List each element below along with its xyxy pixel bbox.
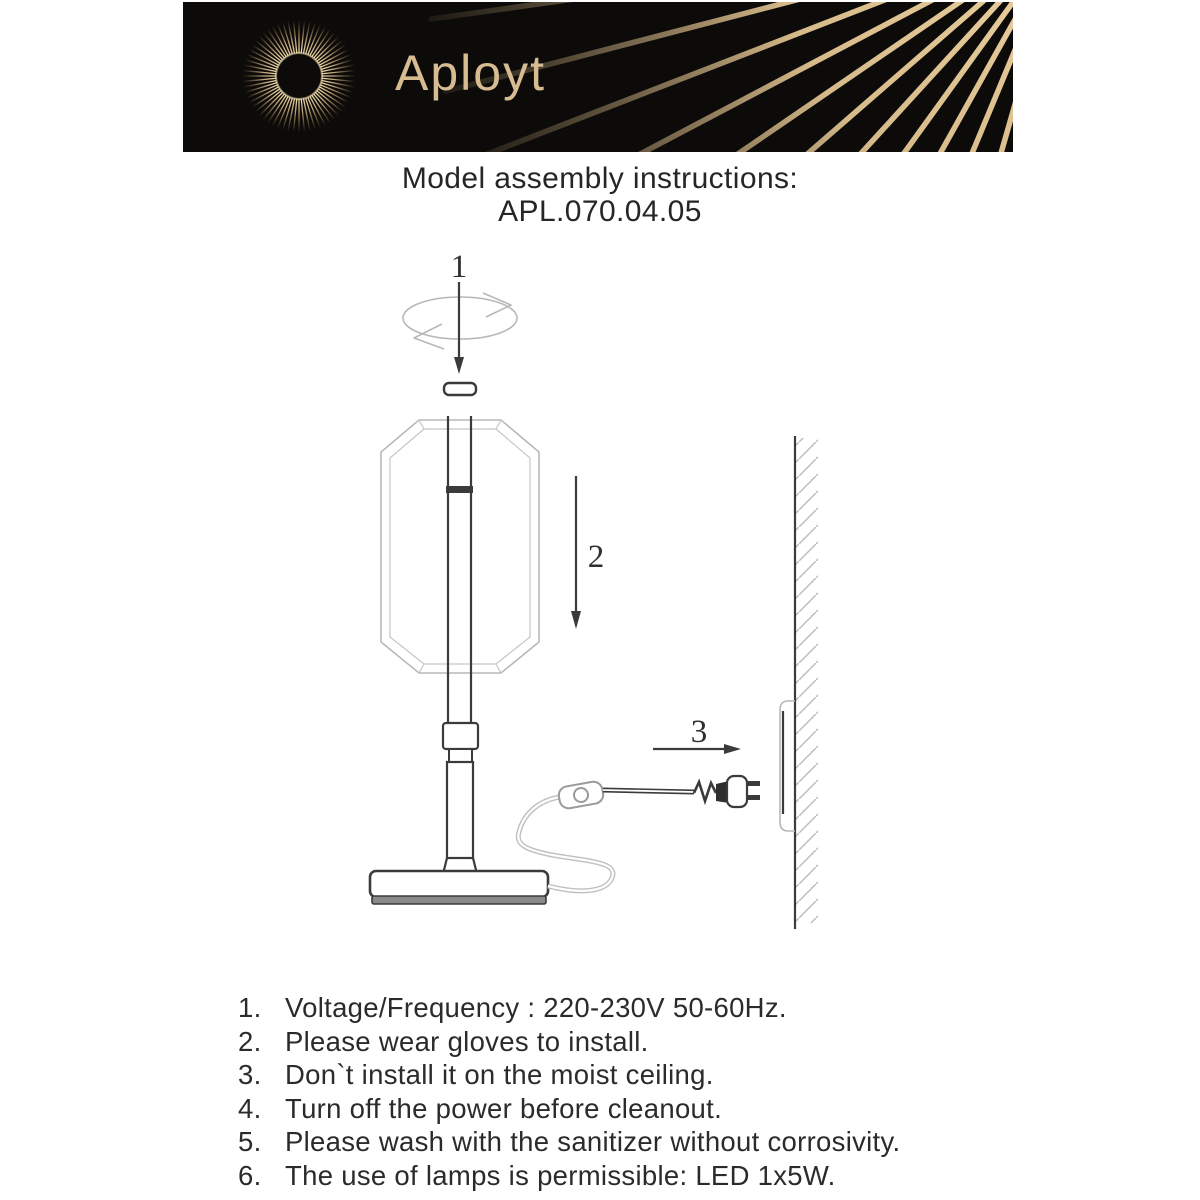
instruction-item [238, 1092, 900, 1126]
item-number: 6. [238, 1159, 262, 1191]
pole-flare [444, 858, 476, 870]
plug-prong-top [747, 781, 760, 786]
pole-neck [449, 749, 472, 762]
instruction-item [238, 1125, 900, 1159]
step-2-arrowhead [571, 611, 581, 629]
inline-switch [557, 780, 604, 809]
base-foot [372, 896, 546, 904]
lamp-base [370, 871, 548, 904]
item-number: 5. [238, 1126, 262, 1157]
lamp-pole [443, 416, 478, 870]
step-1-group [403, 249, 517, 395]
wall-hatching [796, 438, 818, 923]
rotation-arrowhead-left [414, 324, 444, 349]
item-number: 2. [238, 1025, 262, 1057]
wall [780, 436, 818, 929]
shade-edge [496, 664, 501, 673]
instruction-item [238, 1058, 900, 1092]
page-title: Model assembly instructions: [401, 162, 799, 195]
step-1-label: 1 [450, 249, 468, 285]
lampshade-outer [381, 420, 539, 673]
instruction-item [238, 1025, 900, 1059]
shade-edge [419, 664, 424, 673]
pole-joint [446, 486, 473, 493]
step-1-arrowhead [454, 357, 464, 374]
instruction-item [238, 991, 900, 1025]
item-text: Turn off the power before cleanout. [285, 1092, 723, 1124]
pole-collar [443, 723, 478, 749]
step-3-label: 3 [690, 714, 708, 750]
power-plug [716, 776, 760, 807]
shade-edge [419, 420, 424, 429]
pole-lower [447, 762, 473, 858]
plug-body [727, 776, 747, 807]
item-number: 1. [238, 992, 262, 1023]
step-2-group [571, 476, 604, 629]
step-2-label: 2 [587, 539, 605, 575]
item-text: Please wash with the sanitizer without corrosivity. [285, 1126, 901, 1157]
item-text: Please wear gloves to install. [285, 1025, 649, 1057]
plug-prong-bottom [747, 795, 760, 800]
base-body [370, 871, 548, 897]
step-3-group [653, 714, 741, 754]
model-number: APL.070.04.05 [498, 195, 702, 228]
brand-name: Aployt [395, 45, 546, 101]
item-text: Voltage/Frequency : 220-230V 50-60Hz. [285, 992, 787, 1023]
finial-cap [444, 383, 476, 395]
item-number: 3. [238, 1059, 262, 1090]
shade-edge [496, 420, 501, 429]
instruction-item [238, 1159, 900, 1193]
lampshade [381, 420, 539, 673]
instruction-list [238, 991, 900, 1192]
item-text: Don`t install it on the moist ceiling. [285, 1059, 714, 1090]
step-3-arrowhead [724, 744, 741, 754]
item-text: The use of lamps is permissible: LED 1x5W. [285, 1159, 836, 1191]
cord-strain-relief [694, 782, 716, 801]
item-number: 4. [238, 1092, 262, 1124]
rotation-arrowhead-right [483, 293, 511, 317]
lampshade-inner [390, 429, 530, 664]
power-cord [518, 776, 760, 891]
